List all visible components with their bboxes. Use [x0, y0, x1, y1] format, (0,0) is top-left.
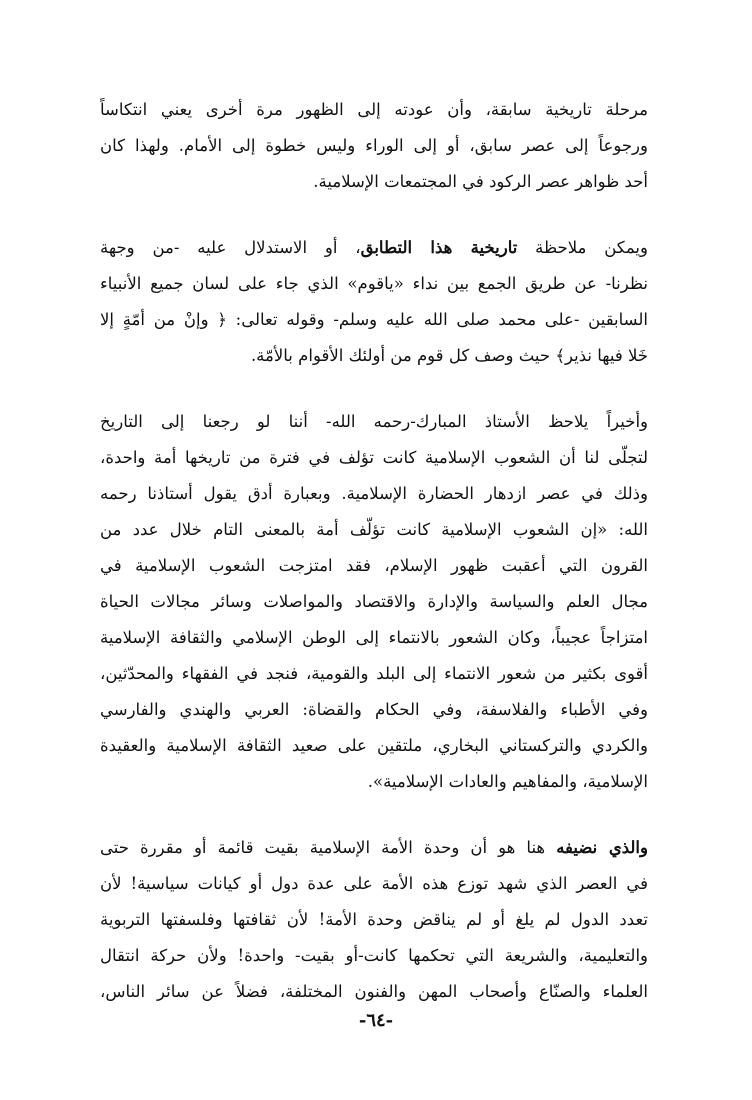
text-line: العلماء والصنّاع وأصحاب المهن والفنون المختلفة، فضلاً عن سائر الناس، — [100, 982, 648, 1001]
page-number: -٦٤- — [358, 1010, 394, 1031]
text-line: وذلك في عصر ازدهار الحضارة الإسلامية. وبعبارة أدق يقول أستاذنا رحمه — [100, 484, 648, 503]
text-line — [100, 230, 648, 266]
text-line: السابقين -على محمد صلى الله عليه وسلم- وقوله تعالى: ﴿ وإنْ من أمّةٍ إلا — [100, 310, 648, 329]
text-line: مجال العلم والسياسة والإدارة والاقتصاد والمواصلات وسائر مجالات الحياة — [100, 592, 648, 611]
text-line: نظرنا- عن طريق الجمع بين نداء «ياقوم» الذي جاء على لسان جميع الأنبياء — [100, 274, 648, 293]
text-run: هنا هو أن وحدة الأمة الإسلامية بقيت قائمة أو مقررة حتى — [100, 838, 557, 857]
text-line: في العصر الذي شهد توزع هذه الأمة على عدة دول أو كيانات سياسية! لأن — [100, 874, 648, 893]
paragraph-3 — [100, 404, 648, 800]
paragraph-4 — [100, 830, 648, 1010]
text-line: القرون التي أعقبت ظهور الإسلام، فقد امتزجت الشعوب الإسلامية في — [100, 556, 648, 575]
bold-phrase: والذي نضيفه — [556, 838, 648, 857]
text-line: خَلا فيها نذير﴾ حيث وصف كل قوم من أولئك الأقوام بالأمّة. — [250, 346, 648, 365]
text-line: تعدد الدول لم يلغ أو لم يناقض وحدة الأمة! لأن ثقافتها وفلسفتها التربوية — [100, 910, 648, 929]
text-line: والكردي والتركستاني البخاري، ملتقين على صعيد الثقافة الإسلامية والعقيدة — [100, 736, 648, 755]
paragraph-2 — [100, 230, 648, 374]
text-line — [100, 830, 648, 866]
text-line: امتزاجاً عجيباً، وكان الشعور بالانتماء إلى الوطن الإسلامي والثقافة الإسلامية — [100, 628, 648, 647]
text-line: أقوى بكثير من شعور الانتماء إلى البلد والقومية، فنجد في الفقهاء والمحدّثين، — [100, 664, 648, 683]
text-line: وأخيراً يلاحظ الأستاذ المبارك-رحمه الله- أننا لو رجعنا إلى التاريخ — [100, 412, 648, 431]
bold-phrase: تاريخية هذا التطابق — [360, 238, 518, 257]
text-run: ، أو الاستدلال عليه -من وجهة — [100, 238, 361, 257]
page-body — [100, 92, 648, 1010]
text-run: ويمكن ملاحظة — [517, 238, 648, 257]
text-line: والتعليمية، والشريعة التي تحكمها كانت-أو بقيت- واحدة! ولأن حركة انتقال — [100, 946, 648, 965]
text-line: وفي الأطباء والفلاسفة، وفي الحكام والقضاة: العربي والهندي والفارسي — [100, 700, 648, 719]
text-line: أحد ظواهر عصر الركود في المجتمعات الإسلامية. — [313, 172, 648, 191]
paragraph-1 — [100, 92, 648, 200]
text-line: الإسلامية، والمفاهيم والعادات الإسلامية». — [367, 772, 648, 791]
text-line: ورجوعاً إلى عصر سابق، أو إلى الوراء وليس خطوة إلى الأمام. ولهذا كان — [100, 136, 648, 155]
text-line: الله: «إن الشعوب الإسلامية كانت تؤلّف أمة بالمعنى التام خلال عدد من — [100, 520, 648, 539]
text-line: لتجلّى لنا أن الشعوب الإسلامية كانت تؤلف في فترة من تاريخها أمة واحدة، — [100, 448, 648, 467]
text-line: مرحلة تاريخية سابقة، وأن عودته إلى الظهور مرة أخرى يعني انتكاساً — [100, 100, 648, 119]
